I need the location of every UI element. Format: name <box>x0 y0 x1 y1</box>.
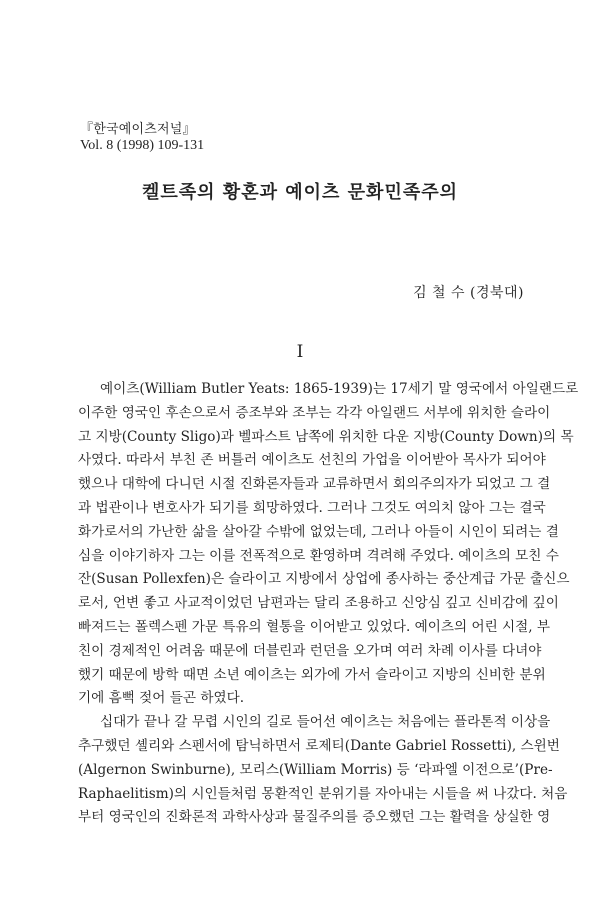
text-line: 했으나 대학에 다니던 시절 진화론자들과 교류하면서 회의주의자가 되었고 그 결 <box>78 476 551 493</box>
volume-info: Vol. 8 (1998) 109-131 <box>80 138 205 153</box>
text-line: 예이츠(William Butler Yeats: 1865-1939)는 17세기 말 영국에서 아일랜드로 <box>100 381 579 397</box>
text-line: 기에 흠뻑 젖어 들곤 하였다. <box>78 690 245 707</box>
text-line: 로서, 언변 좋고 사교적이었던 남편과는 달리 조용하고 신앙심 깊고 신비감에 깊이 <box>78 595 559 612</box>
text-line: 이주한 영국인 후손으로서 증조부와 조부는 각각 아일랜드 서부에 위치한 슬라이 <box>78 404 551 421</box>
journal-name: 『한국예이츠저널』 <box>80 122 196 137</box>
text-line: 고 지방(County Sligo)과 벨파스트 남쪽에 위치한 다운 지방(County Down)의 목 <box>78 428 574 445</box>
text-line: 했기 때문에 방학 때면 소년 예이츠는 외가에 가서 슬라이고 지방의 신비한 분위 <box>78 666 546 683</box>
text-line: 화가로서의 가난한 삶을 살아갈 수밖에 없었는데, 그러나 아들이 시인이 되려는 결 <box>78 523 559 540</box>
text-line: (Algernon Swinburne), 모리스(William Morris) 등 ‘라파엘 이전으로’(Pre- <box>78 761 553 778</box>
text-line: 심을 이야기하자 그는 이를 전폭적으로 환영하며 격려해 주었다. 예이츠의 모친 수 <box>78 547 559 564</box>
text-line: 부터 영국인의 진화론적 과학사상과 물질주의를 증오했던 그는 활력을 상실한 영 <box>78 809 551 826</box>
text-line: 십대가 끝나 갈 무렵 시인의 길로 들어선 예이츠는 처음에는 플라톤적 이상을 <box>100 714 551 731</box>
paragraph-1 <box>78 378 579 711</box>
body-text <box>78 378 579 830</box>
text-line: Raphaelitism)의 시인들처럼 몽환적인 분위기를 자아내는 시들을 써 나갔다. 처음 <box>78 785 568 802</box>
text-line: 빠져드는 폴렉스펜 가문 특유의 혈통을 이어받고 있었다. 예이츠의 어린 시절, 부 <box>78 618 551 635</box>
section-heading: I <box>296 342 304 362</box>
paragraph-2 <box>78 711 568 830</box>
text-line: 과 법관이나 변호사가 되기를 희망하였다. 그러나 그것도 여의치 않아 그는 결국 <box>78 499 546 516</box>
text-line: 사였다. 따라서 부친 존 버틀러 예이츠도 선친의 가업을 이어받아 목사가 되어야 <box>78 452 546 469</box>
article-title: 켈트족의 황혼과 예이츠 문화민족주의 <box>141 182 458 203</box>
text-line: 잔(Susan Pollexfen)은 슬라이고 지방에서 상업에 종사하는 중산계급 가문 출신으 <box>78 571 570 588</box>
text-line: 추구했던 셸리와 스펜서에 탐닉하면서 로제티(Dante Gabriel Rossetti), 스윈번 <box>78 737 560 754</box>
text-line: 친이 경제적인 어려움 때문에 더블린과 런던을 오가며 여러 차례 이사를 다녀야 <box>78 642 542 659</box>
author-affiliation: 김 철 수 (경북대) <box>413 285 524 301</box>
